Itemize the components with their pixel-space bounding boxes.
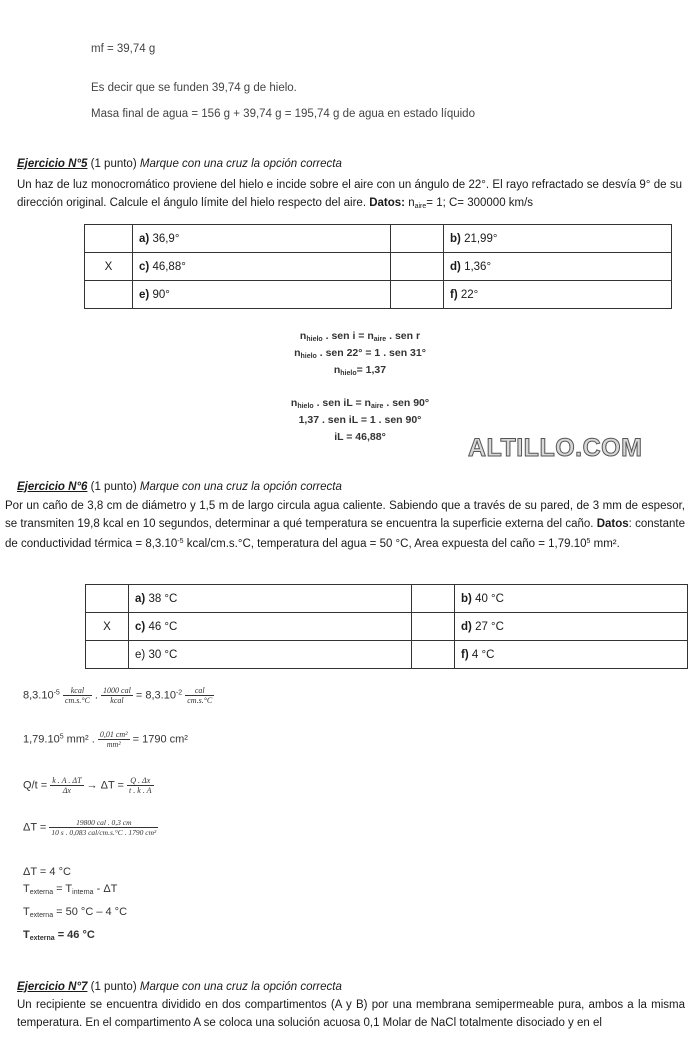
mark-cell-selected[interactable]: X	[86, 613, 129, 641]
option-a[interactable]: a) 36,9°	[133, 225, 391, 253]
math-conversion-2: 1,79.10$^5$ mm² . $\frac{\text{0,01 cm²}}{\text{mm²}}$ = 1790 cm²	[23, 730, 188, 749]
math-delta-t: ΔT = $\frac{\text{19800 cal . 0,3 cm}}{\text{10 s . 0,083 cal/cm.s.°C . 1790 cm²}}$	[23, 818, 157, 837]
option-e[interactable]: e) 30 °C	[129, 641, 412, 669]
option-c[interactable]: c) 46,88°	[133, 253, 391, 281]
mark-cell[interactable]	[391, 281, 444, 309]
melt-statement: Es decir que se funden 39,74 g de hielo.	[91, 82, 297, 94]
mark-cell[interactable]	[86, 641, 129, 669]
exercise-6-statement: Por un caño de 3,8 cm de diámetro y 1,5 m de largo circula agua caliente. Sabiendo que a través de su pared, de 3 mm de espesor, se transmiten 19,8 kcal en 10 segundos, determinar a qué temperatura se encuentra la superficie externa del caño. Datos: constante de conductividad térmica = $8,3.10^{-5}$ kcal/cm.s.°C, temperatura del agua = 50 °C, Area expuesta del caño = $1,79.10^5$ mm².	[5, 500, 685, 550]
mark-cell[interactable]	[412, 641, 455, 669]
mark-cell[interactable]	[391, 225, 444, 253]
option-d[interactable]: d) 1,36°	[444, 253, 672, 281]
exercise-6-options-table	[85, 584, 688, 669]
option-e[interactable]: e) 90°	[133, 281, 391, 309]
final-water-mass: Masa final de agua = 156 g + 39,74 g = 195,74 g de agua en estado líquido	[91, 108, 475, 120]
math-delta-t-result: ΔT = 4 °C	[23, 866, 71, 878]
exercise-5-title: Ejercicio N°5	[17, 158, 88, 170]
option-d[interactable]: d) 27 °C	[455, 613, 688, 641]
math-t-external-values: $T_{externa} = 50$ °C – 4 °C	[23, 906, 128, 919]
math-t-external-result: $T_{externa} = 46$ °C	[23, 929, 95, 942]
mark-cell[interactable]	[86, 585, 129, 613]
calc-line-6: iL = 46,88°	[334, 431, 386, 443]
altillo-watermark: ALTILLO.COM	[468, 434, 643, 462]
exercise-5-options-table	[84, 224, 672, 309]
calc-line-3: $n_{hielo}= 1,37$	[333, 364, 387, 377]
mark-cell-selected[interactable]: X	[85, 253, 133, 281]
math-t-external-formula: $T_{externa} = T_{interna} - \Delta T$	[23, 883, 118, 896]
mass-final-line: mf = 39,74 g	[91, 43, 156, 55]
calc-line-4: $n_{hielo}$ . sen iL = $n_{aire}$ . sen 90°	[290, 397, 430, 410]
option-f[interactable]: f) 4 °C	[455, 641, 688, 669]
mark-cell[interactable]	[412, 585, 455, 613]
mark-cell[interactable]	[85, 225, 133, 253]
math-heat-equation: Q/t = $\frac{k . A . \Delta T}{\Delta x}$ → ΔT = $\frac{Q . \Delta x}{t . k . A}$	[23, 776, 152, 795]
calc-line-5: 1,37 . sen iL = 1 . sen 90°	[298, 414, 422, 426]
option-a[interactable]: a) 38 °C	[129, 585, 412, 613]
exercise-5-heading	[17, 158, 342, 170]
option-b[interactable]: b) 21,99°	[444, 225, 672, 253]
calc-line-1: $n_{hielo}$ . sen $i = n_{aire}$ . sen r	[299, 330, 421, 343]
option-f[interactable]: f) 22°	[444, 281, 672, 309]
exercise-5-statement: Un haz de luz monocromático proviene del hielo e incide sobre el aire con un ángulo de 22°. El rayo refractado se desvía 9° de su dirección original. Calcule el ángulo límite del hielo respecto del aire. Datos: $n_{aire}= 1$; C= 300000 km/s	[17, 179, 682, 210]
exercise-5-points: (1 punto)	[87, 158, 140, 170]
exercise-5-instruction: Marque con una cruz la opción correcta	[139, 158, 342, 170]
math-conversion-1: $8,3.10^{-5}$ $\frac{\text{kcal}}{cm.s.^\circ C}$ . $\frac{\text{1000 cal}}{\text{kcal}}$ = $8,3.10^{-2}$ $\frac{\text{cal}}{cm.s.^\circ C}$	[23, 686, 213, 705]
option-b[interactable]: b) 40 °C	[455, 585, 688, 613]
exercise-7-heading: Ejercicio N°7 (1 punto) Marque con una cruz la opción correcta	[17, 981, 342, 993]
exercise-6-heading: Ejercicio N°6 (1 punto) Marque con una cruz la opción correcta	[17, 481, 342, 493]
mark-cell[interactable]	[391, 253, 444, 281]
mark-cell[interactable]	[85, 281, 133, 309]
mark-cell[interactable]	[412, 613, 455, 641]
option-c[interactable]: c) 46 °C	[129, 613, 412, 641]
calc-line-2: $n_{hielo}$ . sen 22° = 1 . sen 31°	[294, 347, 426, 360]
exercise-7-statement: Un recipiente se encuentra dividido en dos compartimentos (A y B) por una membrana semipermeable pura, ambos a la misma temperatura. En el compartimento A se coloca una solución acuosa 0,1 Molar de NaCl totalmente disociado y en el	[17, 999, 685, 1029]
